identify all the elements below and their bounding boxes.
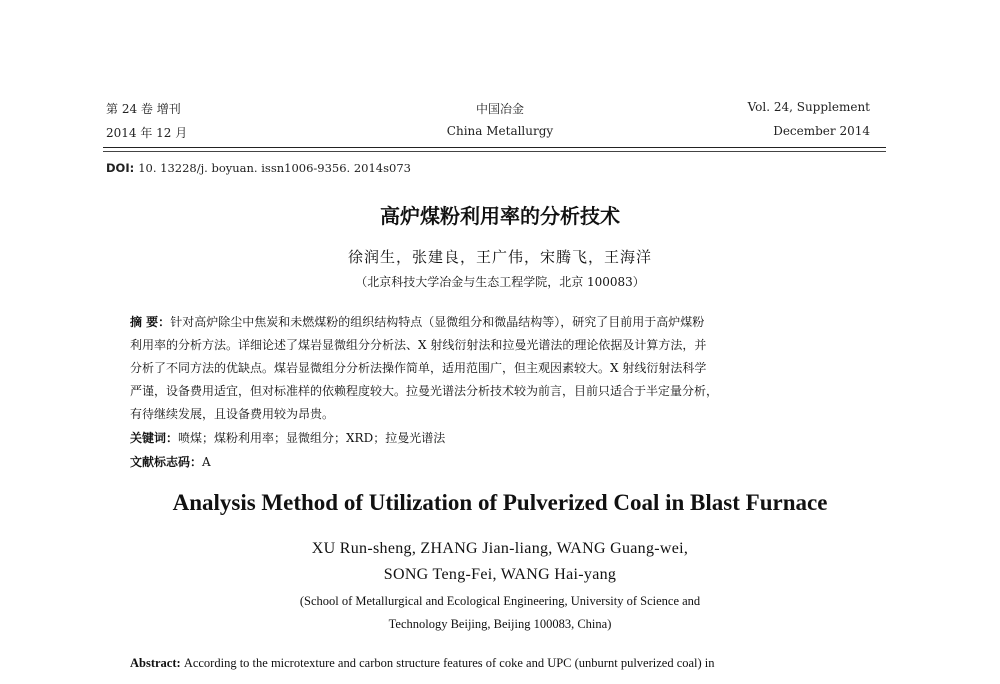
- abstract-cn-line-1: 摘 要：针对高炉除尘中焦炭和未燃煤粉的组织结构特点（显微组分和微晶结构等），研究了目前用于高炉煤粉: [130, 315, 705, 329]
- doi-label: DOI:: [106, 161, 135, 175]
- journal-name-en: China Metallurgy: [446, 124, 554, 138]
- abstract-cn-line-4: 严谨，设备费用适宜，但对标准样的依赖程度较大。拉曼光谱法分析技术较为前言，目前只适合于半定量分析，: [130, 384, 719, 398]
- keywords-cn-label: 关键词：: [130, 431, 179, 445]
- paper-title-cn: 高炉煤粉利用率的分析技术: [380, 204, 620, 228]
- affiliation-cn: （北京科技大学冶金与生态工程学院，北京 100083）: [355, 275, 645, 289]
- affiliation-en-line-1: (School of Metallurgical and Ecological Engineering, University of Science and: [299, 594, 701, 608]
- paper-title-en: Analysis Method of Utilization of Pulverized Coal in Blast Furnace: [172, 490, 828, 515]
- journal-volume: 第 24 卷 增刊: [106, 102, 181, 116]
- doc-code-cn-label: 文献标志码：: [130, 455, 203, 469]
- authors-en-line-2: SONG Teng-Fei, WANG Hai-yang: [383, 566, 617, 583]
- affiliation-en-line-2: Technology Beijing, Beijing 100083, China): [388, 617, 612, 631]
- abstract-cn-line-2: 利用率的分析方法。详细论述了煤岩显微组分分析法、X 射线衍射法和拉曼光谱法的理论依据及计算方法，并: [130, 338, 707, 352]
- keywords-cn-value: 喷煤；煤粉利用率；显微组分；XRD；拉曼光谱法: [178, 431, 446, 445]
- header-rule-thick: [103, 147, 886, 148]
- doi-line: [106, 161, 411, 175]
- abstract-cn-line-5: 有待继续发展，且设备费用较为昂贵。: [130, 407, 335, 421]
- authors-en-line-1: XU Run-sheng, ZHANG Jian-liang, WANG Guang-wei,: [311, 540, 689, 557]
- abstract-cn-label: 摘 要：: [130, 315, 171, 329]
- abstract-en-line-1: Abstract: According to the microtexture and carbon structure features of coke and UPC (unburnt pulverized coal) in: [130, 656, 715, 670]
- journal-volume-en: Vol. 24, Supplement: [747, 100, 870, 114]
- authors-cn: 徐润生，张建良，王广伟，宋腾飞，王海洋: [347, 248, 652, 266]
- doc-code-cn-value: A: [202, 455, 211, 469]
- abstract-cn-line-3: 分析了不同方法的优缺点。煤岩显微组分分析法操作简单，适用范围广，但主观因素较大。X 射线衍射法科学: [130, 361, 707, 375]
- journal-name-cn: 中国冶金: [475, 102, 524, 116]
- doc-code-cn: [130, 453, 211, 470]
- journal-date: 2014 年 12 月: [106, 126, 188, 140]
- header-rule-thin: [103, 151, 886, 152]
- doi-value: 10. 13228/j. boyuan. issn1006-9356. 2014s073: [138, 161, 411, 175]
- keywords-cn: [130, 429, 445, 446]
- journal-date-en: December 2014: [773, 124, 870, 138]
- abstract-en-label: Abstract:: [130, 656, 181, 670]
